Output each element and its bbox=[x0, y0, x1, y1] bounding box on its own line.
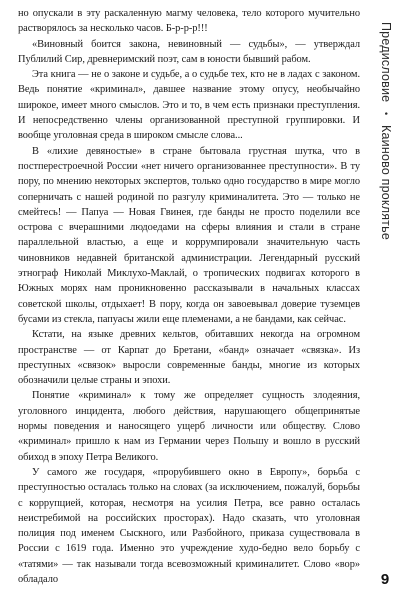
paragraph-4: В «лихие девяностые» в стране бытовала грустная шутка, что в постперестроечной России «нет ничего организованнее преступности». В ту пору, по мнению некоторых экспертов, только одно государство в мире могло соперничать с нашей родиной по разгулу криминалитета. Это — только не смейтесь! — Папуа — Новая Гвинея, где банды не просто поделили все острова с вчерашними людоедами на сферы влияния и стали в стране параллельной властью, а еще и коррумпировали значительную часть чиновников недавней британской администрации. Легендарный русский этнограф Николай Миклухо-Маклай, о тропических подвигах которого в Южных морях нам проникновенно рассказывали в начальных классах советской школы, отдыхает! В пору, когда он завоевывал доверие туземцев бусами из стекла, папуасы жили еще племенами, а не бандами, как сейчас. bbox=[18, 145, 360, 325]
page-number: 9 bbox=[380, 571, 390, 588]
paragraph-1: но опускали в эту раскаленную магму человека, тело которого мучительно растворялось за несколько часов. Б-р-р-р!!! bbox=[18, 8, 360, 35]
paragraph-6: Понятие «криминал» к тому же определяет сущность злодеяния, уголовного инцидента, любого действия, нарушающего общепринятые нормы поведения и наносящего ущерб личности или обществу. Слово «криминал» пришло к нам из Германии через Польшу и вошло в русский обиход в эпоху Петра Великого. bbox=[18, 390, 360, 463]
paragraph-3: Эта книга — не о законе и судьбе, а о судьбе тех, кто не в ладах с законом. Ведь понятие «криминал», давшее название этому опусу, необычайно широкое, имеет много смыслов. Это и то, в чем есть признаки преступления. И непосредственно члены организованной преступной группировки. И вообще уголовная среда в широком смысле слова... bbox=[18, 69, 360, 142]
running-header-text bbox=[379, 22, 393, 560]
chapter-title: Каиново проклятье bbox=[379, 125, 393, 240]
section-title: Предисловие bbox=[379, 22, 393, 103]
paragraph-2: «Виновный боится закона, невиновный — судьбы», — утверждал Публилий Сир, древнеримский поэт, сам в юности бывший рабом. bbox=[18, 38, 360, 65]
header-separator: • bbox=[381, 112, 391, 116]
paragraph-7: У самого же государя, «прорубившего окно в Европу», борьба с преступностью осталась только на словах (за исключением, пожалуй, борьбы с коррупцией, которая, несмотря на усилия Петра, все равно осталась неистребимой на российских просторах). Надо сказать, что уголовная полиция под именем Сыскного, или Разбойного, приказа существовала в России с 1619 года. Именно это учреждение худо-бедно вело борьбу с «татями» — так называли тогда всевозможный криминалитет. Слово «вор» обладало bbox=[18, 466, 360, 585]
paragraph-5: Кстати, на языке древних кельтов, обитавших некогда на огромном пространстве — от Карпат до Бретани, «банд» означает «связка». Из преступных «связок» выросли современные банды, многие из которых обозначили целые страны и эпохи. bbox=[18, 329, 360, 387]
body-text bbox=[18, 6, 360, 587]
running-header bbox=[372, 0, 400, 560]
